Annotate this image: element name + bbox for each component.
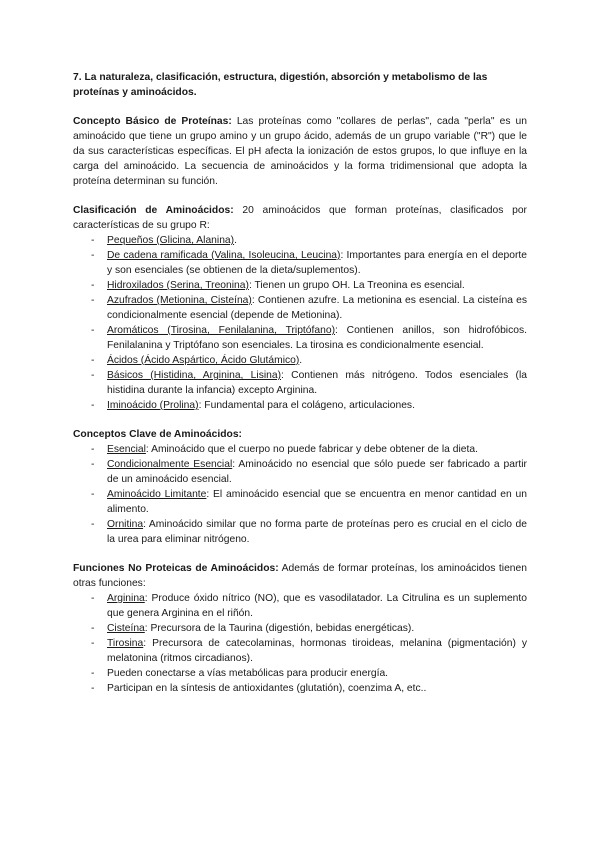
funciones-heading: Funciones No Proteicas de Aminoácidos: — [73, 563, 279, 574]
dash-bullet: - — [91, 638, 95, 649]
list-item-term: Azufrados (Metionina, Cisteína) — [107, 295, 252, 306]
list-item — [73, 487, 527, 517]
list-item-term: Ácidos (Ácido Aspártico, Ácido Glutámico) — [107, 355, 300, 366]
conceptos-clave-list — [73, 442, 527, 547]
clasificacion-section — [73, 203, 527, 413]
list-item — [73, 368, 527, 398]
list-item — [73, 636, 527, 666]
list-item-term: Arginina — [107, 593, 145, 604]
dash-bullet: - — [91, 400, 95, 411]
list-item-text: : Aminoácido que el cuerpo no puede fabricar y debe obtener de la dieta. — [145, 444, 478, 455]
clasificacion-intro: 20 aminoácidos que forman proteínas, clasificados por características de su grupo R: — [73, 205, 527, 231]
list-item — [73, 323, 527, 353]
dash-bullet: - — [91, 370, 95, 381]
dash-bullet: - — [91, 235, 95, 246]
list-item-text: : El aminoácido esencial que se encuentra en menor cantidad en un alimento. — [107, 489, 527, 515]
list-item — [73, 681, 527, 696]
list-item-term: Aromáticos (Tirosina, Fenilalanina, Triptófano) — [107, 325, 335, 336]
list-item-text: : Fundamental para el colágeno, articulaciones. — [198, 400, 415, 411]
list-item-term: Ornitina — [107, 519, 144, 530]
list-item-term: Tirosina — [107, 638, 144, 649]
list-item-term: Básicos (Histidina, Arginina, Lisina) — [107, 370, 282, 381]
list-item-term: Aminoácido Limitante — [107, 489, 207, 500]
dash-bullet: - — [91, 459, 95, 470]
dash-bullet: - — [91, 250, 95, 261]
funciones-section — [73, 561, 527, 696]
dash-bullet: - — [91, 683, 95, 694]
funciones-intro: Además de formar proteínas, los aminoácidos tienen otras funciones: — [73, 563, 527, 589]
dash-bullet: - — [91, 668, 95, 679]
page-title: 7. La naturaleza, clasificación, estructura, digestión, absorción y metabolismo de las proteínas y aminoácidos. — [73, 72, 488, 98]
list-item — [73, 517, 527, 547]
list-item — [73, 233, 527, 248]
list-item — [73, 398, 527, 413]
dash-bullet: - — [91, 295, 95, 306]
list-item-term: Iminoácido (Prolina) — [107, 400, 199, 411]
dash-bullet: - — [91, 355, 95, 366]
list-item-term: Pequeños (Glicina, Alanina) — [107, 235, 235, 246]
list-item-term: Condicionalmente Esencial — [107, 459, 233, 470]
list-item — [73, 293, 527, 323]
dash-bullet: - — [91, 444, 95, 455]
clasificacion-list — [73, 233, 527, 413]
list-item-text: : Aminoácido no esencial que sólo puede ser fabricado a partir de un aminoácido esencial. — [107, 459, 527, 485]
funciones-list — [73, 591, 527, 696]
list-item-text: : Contienen azufre. La metionina es esencial. La cisteína es condicionalmente esencial (depende de Metionina). — [107, 295, 527, 321]
list-item-text: Pueden conectarse a vías metabólicas para producir energía. — [107, 668, 389, 679]
list-item-term: Esencial — [107, 444, 146, 455]
list-item-term: De cadena ramificada (Valina, Isoleucina, Leucina) — [107, 250, 341, 261]
list-item — [73, 621, 527, 636]
list-item — [73, 666, 527, 681]
conceptos-clave-section — [73, 427, 527, 547]
list-item-text: : Importantes para energía en el deporte y son esenciales (se obtienen de la dieta/suplementos). — [107, 250, 527, 276]
list-item — [73, 278, 527, 293]
list-item-text: : Contienen más nitrógeno. Todos esenciales (la histidina durante la infancia) excepto Arginina. — [107, 370, 527, 396]
list-item-text: : Precursora de catecolaminas, hormonas tiroideas, melanina (pigmentación) y melatonina (ritmos circadianos). — [107, 638, 527, 664]
list-item-text: : Aminoácido similar que no forma parte de proteínas pero es crucial en el ciclo de la urea para eliminar nitrógeno. — [107, 519, 527, 545]
concepto-section — [73, 114, 527, 189]
list-item-term: Cisteína — [107, 623, 145, 634]
dash-bullet: - — [91, 593, 95, 604]
list-item — [73, 248, 527, 278]
list-item-text: Participan en la síntesis de antioxidantes (glutatión), coenzima A, etc.. — [107, 683, 427, 694]
clasificacion-heading: Clasificación de Aminoácidos: — [73, 205, 234, 216]
dash-bullet: - — [91, 519, 95, 530]
dash-bullet: - — [91, 623, 95, 634]
concepto-heading: Concepto Básico de Proteínas: — [73, 116, 232, 127]
dash-bullet: - — [91, 325, 95, 336]
list-item-text: : Tienen un grupo OH. La Treonina es esencial. — [248, 280, 465, 291]
concepto-text: Las proteínas como "collares de perlas", cada "perla" es un aminoácido que tiene un grupo amino y un grupo ácido, además de un grupo variable ("R") que le da sus características específicas. El pH afecta la ionización de estos grupos, lo que influye en la carga del aminoácido. La secuencia de aminoácidos y la forma tridimensional que adopta la proteína determinan su función. — [73, 116, 527, 187]
dash-bullet: - — [91, 280, 95, 291]
conceptos-clave-heading: Conceptos Clave de Aminoácidos: — [73, 429, 242, 440]
list-item-text: . — [234, 235, 237, 246]
list-item — [73, 442, 527, 457]
dash-bullet: - — [91, 489, 95, 500]
list-item-text: . — [299, 355, 303, 366]
list-item-text: : Contienen anillos, son hidrofóbicos. Fenilalanina y Triptófano son esenciales. La tirosina es condicionalmente esencial. — [107, 325, 527, 351]
list-item-text: : Produce óxido nítrico (NO), que es vasodilatador. La Citrulina es un suplemento que genera Arginina en el riñón. — [107, 593, 527, 619]
list-item-text: : Precursora de la Taurina (digestión, bebidas energéticas). — [144, 623, 415, 634]
list-item — [73, 591, 527, 621]
list-item — [73, 457, 527, 487]
list-item — [73, 353, 527, 368]
list-item-term: Hidroxilados (Serina, Treonina) — [107, 280, 249, 291]
